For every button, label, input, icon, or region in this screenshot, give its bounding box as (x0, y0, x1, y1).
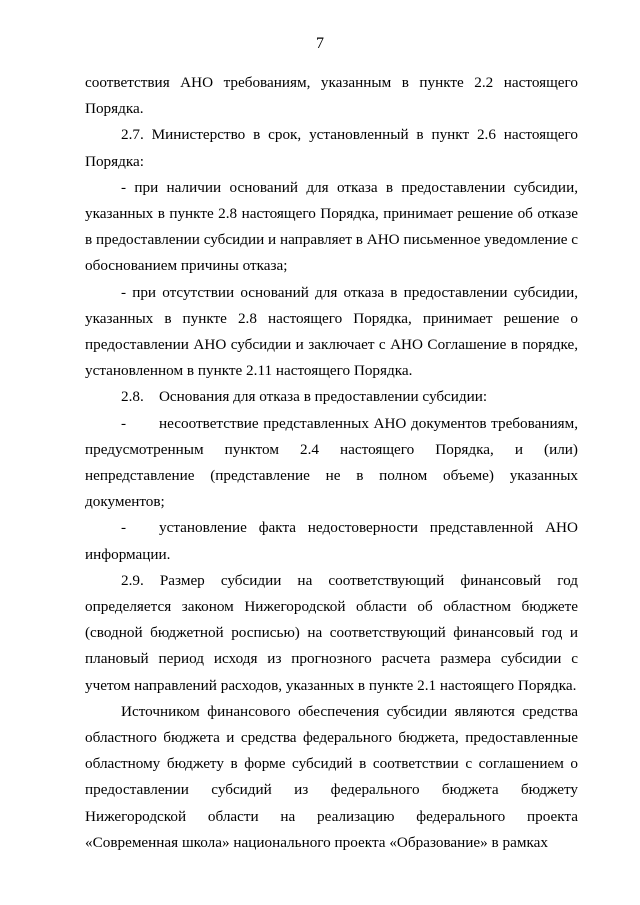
paragraph-continuation: соответствия АНО требованиям, указанным в пункте 2.2 настоящего Порядка. (85, 74, 578, 118)
paragraph-refusal-case: - при наличии оснований для отказа в предоставлении субсидии, указанных в пункте 2.8 настоящего Порядка, принимает решение об отказе в предоставлении субсидии и направляет в АНО письменное уведомление с обоснованием причины отказа; (85, 178, 579, 275)
list-item-text: установление факта недостоверности представленной АНО информации. (85, 519, 578, 563)
paragraph-2-7: 2.7. Министерство в срок, установленный в пункт 2.6 настоящего Порядка: (85, 126, 578, 170)
paragraph-2-9: 2.9. Размер субсидии на соответствующий финансовый год определяется законом Нижегородской области об областном бюджете (сводной бюджетной росписью) на соответствующий финансовый год и плановый период исходя из прогнозного расчета размера субсидии с учетом направлений расходов, указанных в пункте 2.1 настоящего Порядка. (85, 571, 578, 694)
list-item-text: несоответствие представленных АНО документов требованиям, предусмотренным пунктом 2.4 настоящего Порядка, и (или) непредставление (представление не в полном объеме) указанных документов; (85, 414, 578, 511)
paragraph-funding-source: Источником финансового обеспечения субсидии являются средства областного бюджета и средства федерального бюджета, предоставленные областному бюджету в форме субсидий в соответствии с соглашением о предоставлении субсидий из федерального бюджета бюджету Нижегородской области на реализацию федерального проекта «Современная школа» национального проекта «Образование» в рамках (85, 702, 578, 851)
page-number: 7 (316, 35, 324, 52)
list-item-refusal-ground-1 (85, 411, 578, 516)
list-item-refusal-ground-2 (85, 515, 578, 567)
dash-marker: - (121, 519, 127, 537)
document-body (85, 70, 578, 856)
paragraph-2-8: 2.8. Основания для отказа в предоставлении субсидии: (121, 388, 488, 406)
paragraph-grant-case: - при отсутствии оснований для отказа в предоставлении субсидии, указанных в пункте 2.8 настоящего Порядка, принимает решение о предоставлении АНО субсидии и заключает с АНО Соглашение в порядке, установленном в пункте 2.11 настоящего Порядка. (85, 283, 578, 380)
dash-marker: - (121, 414, 127, 432)
